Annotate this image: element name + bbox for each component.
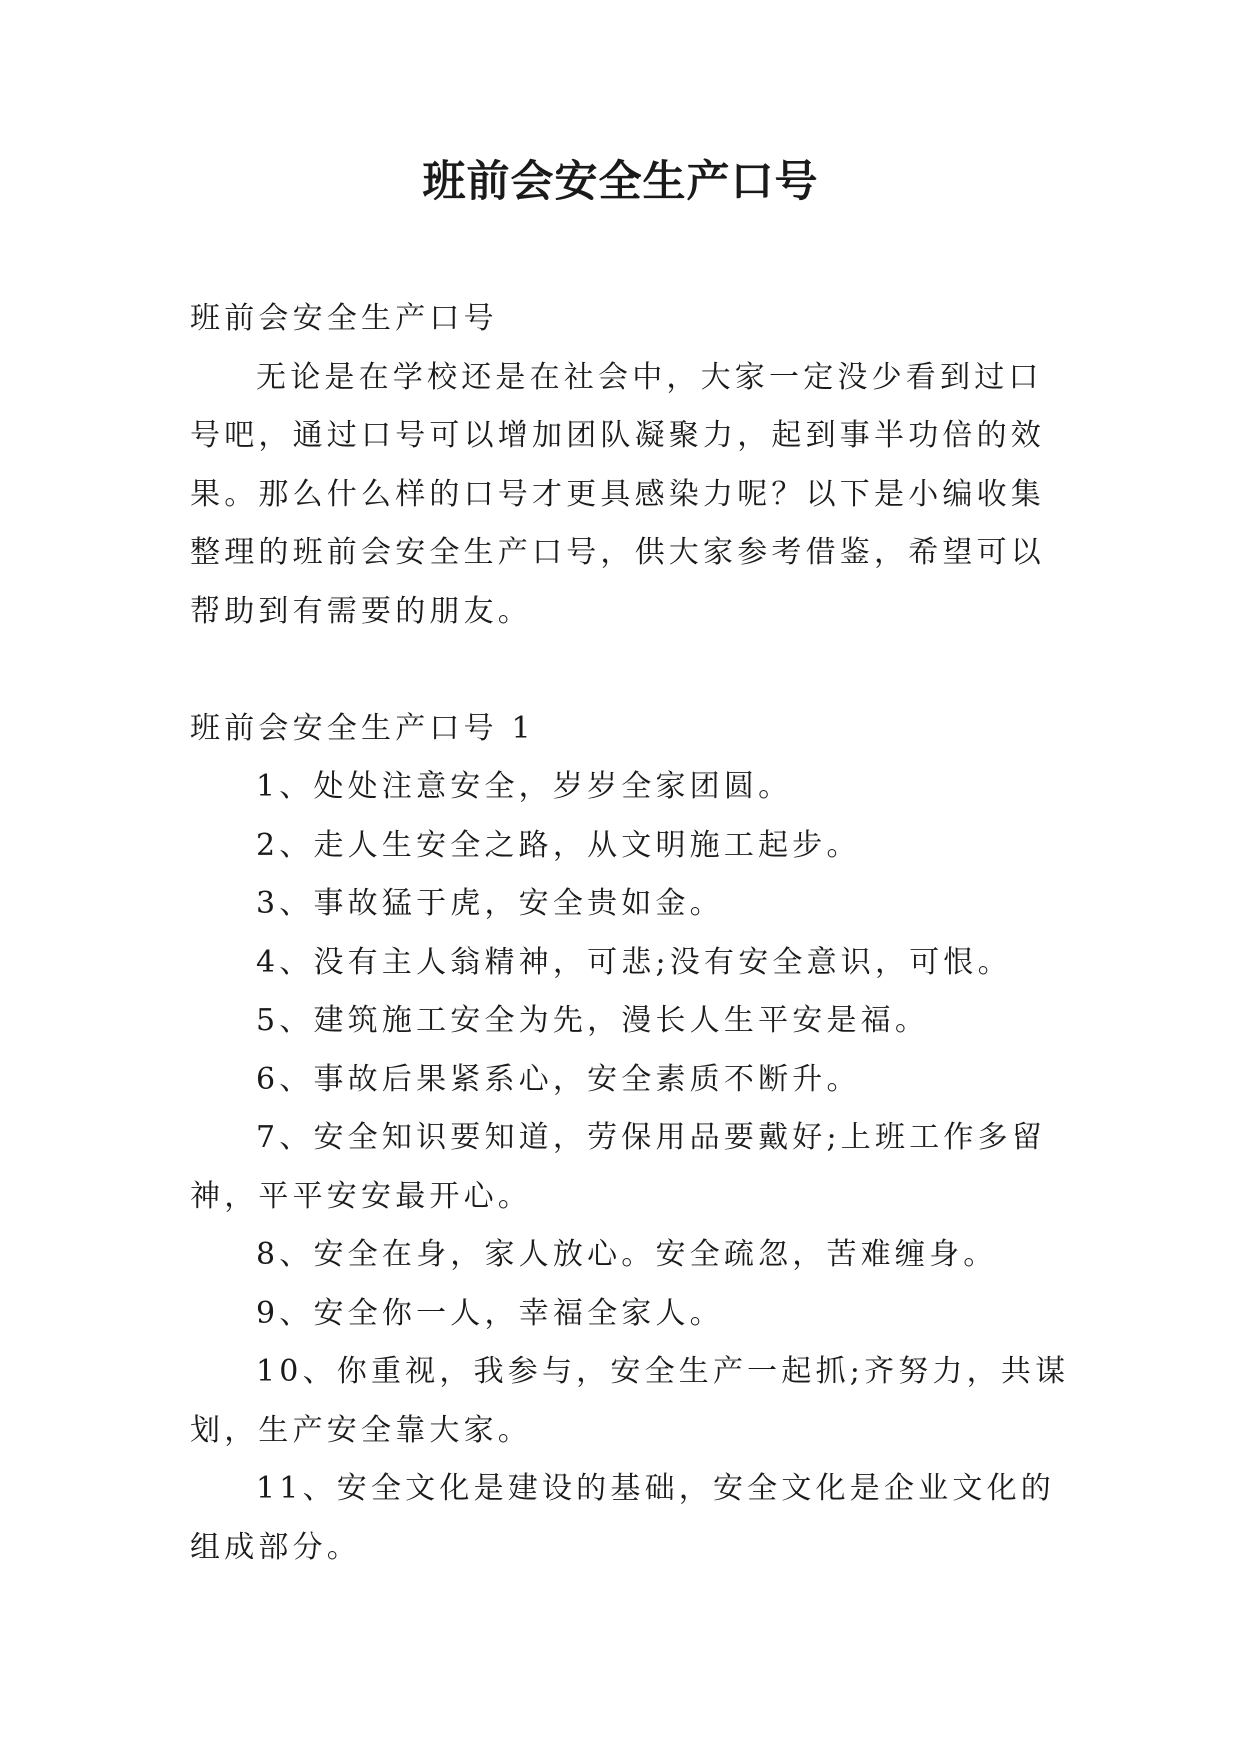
slogan-item: 9、安全你一人，幸福全家人。: [256, 1295, 724, 1331]
slogan-item: 6、事故后果紧系心，安全素质不断升。: [256, 1061, 861, 1097]
slogan-item: 4、没有主人翁精神，可悲;没有安全意识，可恨。: [256, 944, 1012, 980]
paragraph-gap: [190, 641, 1070, 700]
document-title: 班前会安全生产口号: [422, 157, 819, 207]
slogan-item: 5、建筑施工安全为先，漫长人生平安是福。: [256, 1003, 930, 1038]
slogan-item: 11、安全文化是建设的基础，安全文化是企业文化的组成部分。: [190, 1471, 1055, 1565]
slogan-item: 1、处处注意安全，岁岁全家团圆。: [256, 769, 793, 804]
document-subtitle: 班前会安全生产口号: [190, 301, 498, 336]
document-body: [190, 290, 1070, 1577]
intro-paragraph: 无论是在学校还是在社会中，大家一定没少看到过口号吧，通过口号可以增加团队凝聚力，起到事半功倍的效果。那么什么样的口号才更具感染力呢？以下是小编收集整理的班前会安全生产口号，供大家参考借鉴，希望可以帮助到有需要的朋友。: [190, 359, 1045, 629]
slogan-item: 2、走人生安全之路，从文明施工起步。: [256, 827, 861, 863]
slogan-item: 7、安全知识要知道，劳保用品要戴好;上班工作多留神，平平安安最开心。: [190, 1120, 1046, 1214]
section-heading: 班前会安全生产口号 1: [190, 710, 535, 746]
slogan-item: 10、你重视，我参与，安全生产一起抓;齐努力，共谋划，生产安全靠大家。: [190, 1354, 1070, 1448]
slogan-item: 8、安全在身，家人放心。安全疏忽，苦难缠身。: [256, 1237, 998, 1272]
slogan-item: 3、事故猛于虎，安全贵如金。: [256, 886, 724, 921]
